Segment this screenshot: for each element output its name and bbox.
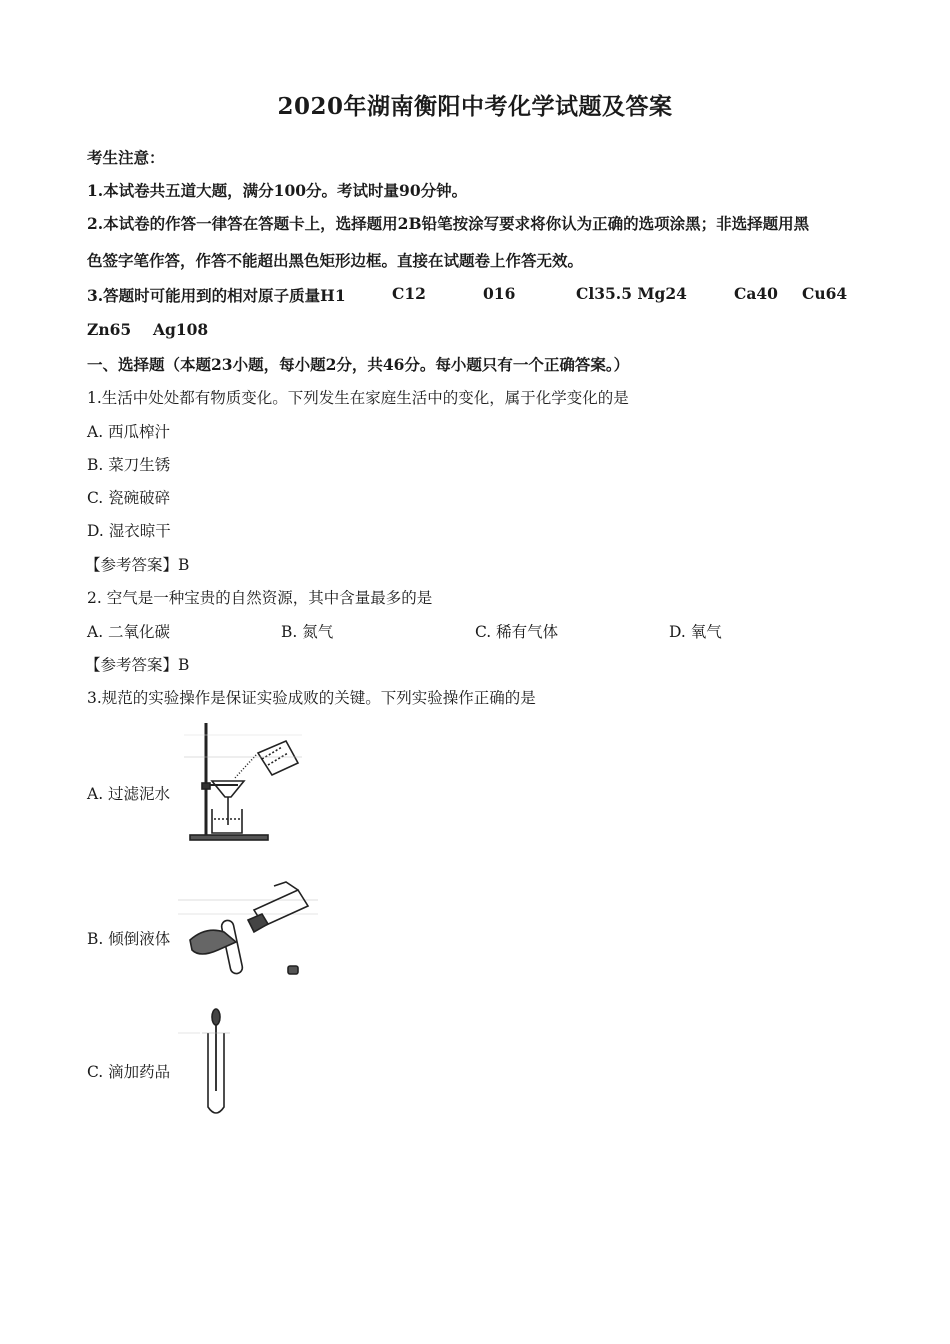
atomic-mass-ag: Ag108 [153,320,209,339]
question-1-answer: 【参考答案】B [85,556,190,574]
notice-item-1: 1.本试卷共五道大题，满分100分。考试时量90分钟。 [87,181,468,200]
filtration-apparatus-figure [178,717,306,845]
question-1-stem: 1.生活中处处都有物质变化。下列发生在家庭生活中的变化，属于化学变化的是 [87,389,629,407]
pouring-liquid-figure [178,880,318,980]
question-2-option-a: A. 二氧化碳 [87,623,171,641]
question-2-option-c: C. 稀有气体 [475,623,559,641]
atomic-mass-ca: Ca40 [734,284,778,303]
question-1-option-d: D. 湿衣晾干 [87,522,171,540]
notice-item-2-line-1: 2.本试卷的作答一律答在答题卡上，选择题用2B铅笔按涂写要求将你认为正确的选项涂黑；非选择题用黑 [87,214,810,233]
atomic-mass-cl-mg: Cl35.5 Mg24 [576,284,687,303]
question-3-option-c: C. 滴加药品 [87,1063,171,1081]
question-1-option-c: C. 瓷碗破碎 [87,489,171,507]
question-2-answer: 【参考答案】B [85,656,190,674]
notice-item-3-prefix: 3.答题时可能用到的相对原子质量H1 [87,286,346,305]
question-2-option-b: B. 氮气 [281,623,334,641]
question-2-option-d: D. 氧气 [669,623,722,641]
atomic-mass-c: C12 [392,284,426,303]
notice-item-3-cont [87,320,387,342]
question-2-options [87,620,787,642]
dropper-test-tube-figure [178,1007,258,1119]
notice-item-2-line-2: 色签字笔作答，作答不能超出黑色矩形边框。直接在试题卷上作答无效。 [87,251,584,270]
atomic-mass-o: 016 [483,284,516,303]
question-1-option-b: B. 菜刀生锈 [87,456,171,474]
page-title: 2020年湖南衡阳中考化学试题及答案 [277,93,673,120]
notice-heading: 考生注意： [87,148,165,167]
notice-item-3 [87,284,867,306]
question-3-option-a: A. 过滤泥水 [87,785,171,803]
question-3-option-b: B. 倾倒液体 [87,930,171,948]
atomic-mass-cu: Cu64 [802,284,848,303]
question-3-stem: 3.规范的实验操作是保证实验成败的关键。下列实验操作正确的是 [87,689,536,707]
section-heading: 一、选择题（本题23小题，每小题2分，共46分。每小题只有一个正确答案。） [87,355,630,374]
atomic-mass-zn: Zn65 [87,320,132,339]
question-1-option-a: A. 西瓜榨汁 [87,423,171,441]
question-2-stem: 2. 空气是一种宝贵的自然资源，其中含量最多的是 [87,589,433,607]
